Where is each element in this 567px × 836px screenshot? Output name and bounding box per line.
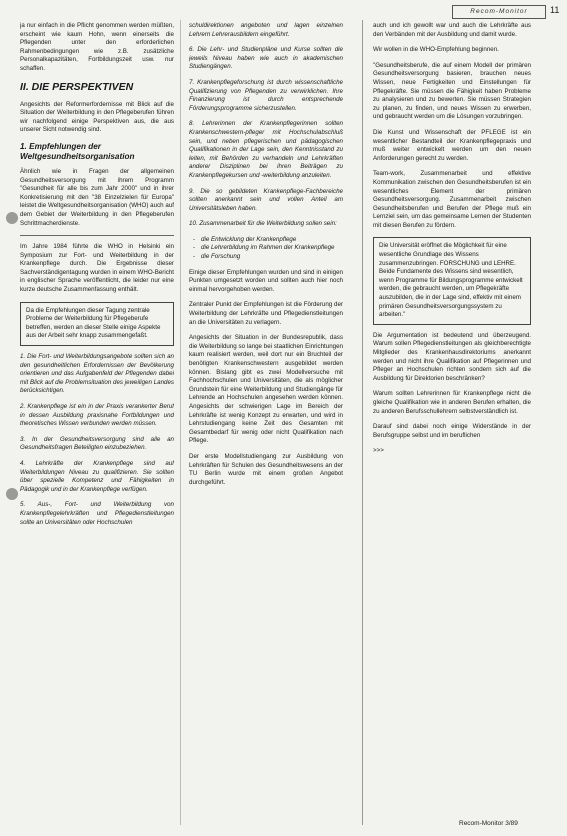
list-item: - die Entwicklung der Krankenpflege bbox=[201, 236, 343, 245]
subsection-title-line-1: 1. Empfehlungen der bbox=[20, 141, 101, 151]
paragraph: "Gesundheitsberufe, die auf einem Modell der primären Gesundheitsversorgung basieren, brauchen neues Wissen, neue Fertigkeiten und Einstellungen für Pflegekräfte. Sie müssen die Fähigkeit haben Probleme zu analysieren und zu bewerten. Sie müssen Strategien zu planen, zu finden, und neues Wissen zu erwerben, und gebraucht werden um die Lösungen vorzubringen. bbox=[373, 61, 531, 121]
recommendation-item: schuldirektionen angeboten und lagen einzelnen Lehrern Lehrerausbildern eingeführt. bbox=[189, 22, 343, 38]
punch-hole-bottom bbox=[6, 488, 18, 500]
header-logo: Recom-Monitor bbox=[452, 5, 546, 19]
column-right bbox=[373, 22, 531, 463]
column-divider-1 bbox=[180, 20, 181, 825]
list-item: - die Lehrerbildung im Rahmen der Krankenpflege bbox=[201, 244, 343, 253]
divider bbox=[20, 235, 174, 236]
boxed-note bbox=[20, 302, 174, 346]
page-number: 11 bbox=[550, 5, 560, 15]
paragraph: auch und ich gewollt war und auch die Lehrkräfte aus den Verbänden mit der Ausbildung und damit wurde. bbox=[373, 22, 531, 38]
recommendation-item: 2. Krankenpflege ist ein in der Praxis verankerter Beruf in dessen Ausbildung praxisnahe Fortbildungen und theoretisches Wissen verbunden werden müssen. bbox=[20, 403, 174, 428]
column-middle bbox=[189, 22, 343, 494]
paragraph: Angesichts der Situation in der Bundesrepublik, dass die Weiterbildung so lange bei staatlichen Einrichtungen kaum realisiert werden, weil dort nur ein Bruchteil der benötigten Krankenschwestern ausgebildet werden können. Bislang gibt es zwei Modellversuche mit Fachhochschulen und Universitäten, die als möglicher Grundstein für eine Weiterbildung und Studiengänge für Lehrende an Hochschulen angesehen werden können. Angesichts der schwierigen Lage im Bereich der Lehrkräfte ist wenig Konzept zu erwarten, und wird in Lehrstudiengang keine Zeit des Gesamten mit Gesamtbedarf für wenig oder nicht Qualifikation nach Pflege. bbox=[189, 334, 343, 445]
paragraph: Die Kunst und Wissenschaft der PFLEGE ist ein wesentlicher Bestandteil der Krankenpflegepraxis und muß weiter entwickelt werden um den neuen Anforderungen gerecht zu werden. bbox=[373, 128, 531, 162]
paragraph: Die Argumentation ist bedeutend und überzeugend. Warum sollen Pflegedienstleitungen als gleichberechtigte Mitglieder des Krankenhausdirektoriums anerkannt werden und nicht ihre Qualifikation auf Pflegerinnen und Pfleger an Hochschulen richten sondern sich auf die Ausbildung für Direktorien beschränken? bbox=[373, 331, 531, 382]
paragraph: Wir wollen in die WHO-Empfehlung beginnen. bbox=[373, 46, 499, 54]
paragraph: Im Jahre 1984 führte die WHO in Helsinki ein Symposium zur Fort- und Weiterbildung in der Krankenpflege durch. Die Ergebnisse dieser Sachverständigentagung wurden in einem WHO-Bericht in englischer Sprache veröffentlicht, die leider nur eine kurze deutsche Zusammenfassung enthält. bbox=[20, 243, 174, 294]
list-item: - die Forschung bbox=[201, 253, 343, 262]
column-divider-2 bbox=[362, 20, 363, 825]
paragraph: Zentraler Punkt der Empfehlungen ist die Förderung der Weiterbildung der Lehrkräfte und Pflegedienstleitungen an die Universitäten zu verlagern. bbox=[189, 301, 343, 326]
paragraph: ja nur einfach in die Pflicht genommen werden müßten, erscheint wie kaum Hohn, wenn einerseits die Pflegenden unter den erforderlichen Rahmenbedingungen wie z.B. zusätzliche Personalkapazitäten, Fortbildungszeit usw. nur schaffen. bbox=[20, 22, 174, 72]
recommendation-item: 7. Krankenpflegeforschung ist durch wissenschaftliche Qualifizierung von Pflegenden zu verwirklichen. Ihre Finanzierung ist durch entsprechende Förderungsprogramme sicherzustellen. bbox=[189, 78, 343, 112]
recommendation-item: 6. Die Lehr- und Studienpläne und Kurse sollten die jeweils Niveau haben wie auch in akademischen Studiengängen. bbox=[189, 46, 343, 71]
recommendation-list bbox=[189, 236, 343, 262]
boxed-quote bbox=[373, 237, 531, 324]
subsection-title bbox=[20, 142, 174, 162]
subsection-title-line-2: Weltgesundheitsorganisation bbox=[20, 151, 135, 161]
recommendation-item: 1. Die Fort- und Weiterbildungsangebote sollten sich an den gesundheitlichen Erfordernissen der Bevölkerung orientieren und das Aufgabenfeld der Pflegenden dabei mit Blick auf die Problemsituation des jeweiligen Landes berücksichtigen. bbox=[20, 353, 174, 395]
recommendation-item: 9. Die so gebildeten Krankenpflege-Fachbereiche sollten anerkannt sein und vollen Anteil am Universitätsleben haben. bbox=[189, 187, 343, 212]
footer-text: Recom-Monitor 3/89 bbox=[459, 820, 518, 827]
boxed-quote-text: Die Universität eröffnet die Möglichkeit für eine wesentliche Grundlage des Wissens zusammenzubringen. FORSCHUNG und LEHRE. Beide Fundamente des Wissens sind wesentlich, wenn Programme für Bildungsprogramme entwickelt werden, die gebraucht werden, um Pflegekräfte auszubilden, die in der Lage sind, effektiv mit einem primären Gesundheitsversorgungssystem zu arbeiten." bbox=[379, 242, 523, 319]
recommendation-item: 8. Lehrerinnen der Krankenpflegerinnen sollten Krankenschwestern-pfleger mit Hochschulabschluß sein, und neben pflegerischen und pädagogischen Qualifikationen in der Lage sein, den Kenntnisstand zu leiten, mit Behörden zu verhandeln und Lehrkräften anderer Disziplinen bei ihren Beiträgen zu Krankenpflegekursen und -weiterbildung anzuleiten. bbox=[189, 120, 343, 179]
paragraph: Ähnlich wie in Fragen der allgemeinen Gesundheitsversorgung mit ihrem Programm "Gesundheit für alle bis zum Jahr 2000" und in ihrer Konkretisierung mit den "38 Einzelzielen für Europa" leistet die Weltgesundheitsorganisation (WHO) auch auf dem Gebiet der Weiterbildung in den Pflegeberufen Schrittmacherdienste. bbox=[20, 167, 174, 227]
paragraph: Warum sollten Lehrerinnen für Krankenpflege nicht die gleiche Qualifikation wie in anderen Berufen erhalten, die zu anderen Berufsschullehrern selbstverständlich ist. bbox=[373, 390, 531, 415]
boxed-note-text: Da die Empfehlungen dieser Tagung zentrale Probleme der Weiterbildung für Pflegeberufe betreffen, werden an dieser Stelle einige Aspekte aus der Arbeit sehr knapp zusammengefaßt. bbox=[26, 306, 161, 340]
punch-hole-top bbox=[6, 212, 18, 224]
recommendation-item: 4. Lehrkräfte der Krankenpflege sind auf Weiterbildungen Niveau zu qualifizieren. Sie sollten über spezielle Kompetenz und Fähigkeiten in Pädagogik und in der Krankenpflege verfügen. bbox=[20, 459, 174, 493]
recommendation-item: 5. Aus-, Fort- und Weiterbildung von Krankenpflegelehrkräften und Pflegedienstleitungen sollte an Universitäten oder Hochschulen bbox=[20, 501, 174, 526]
recommendation-item: 3. In der Gesundheitsversorgung sind alle an Gesundheitsfragen Beteiligten einzubeziehen. bbox=[20, 435, 174, 452]
continued-arrows: >>> bbox=[373, 447, 384, 455]
paragraph: Team-work, Zusammenarbeit und effektive Kommunikation zwischen den Gesundheitsberufen ist ein wesentliches Element der primären Gesundheitsversorgung. Zusammenarbeit zwischen Gesundheitsberufen und Berufen der Pflege muß ein Lernziel sein, um das gemeinsame Lernen der Studenten mit diesen Berufen zu fördern. bbox=[373, 170, 531, 229]
paragraph: Einige dieser Empfehlungen wurden und sind in einigen Punkten umgesetzt worden und sollten auch hier noch einmal hervorgehoben werden. bbox=[189, 268, 343, 293]
section-title: II. DIE PERSPEKTIVEN bbox=[20, 80, 134, 93]
recommendation-item: 10. Zusammenarbeit für die Weiterbildung sollen sein: bbox=[189, 220, 337, 228]
paragraph: Der erste Modellstudiengang zur Ausbildung von Lehrkräften für Schulen des Gesundheitswesens an der TU Berlin wurde mit einem großen Angebot durchgeführt. bbox=[189, 452, 343, 486]
paragraph: Angesichts der Reformerfordernisse mit Blick auf die Situation der Weiterbildung in den Pflegeberufen führen wir nachfolgend einige Perspektiven aus, die aus unserer Sicht notwendig sind. bbox=[20, 100, 174, 134]
paragraph: Darauf sind dabei noch einige Widerstände in der Berufsgruppe selbst und im beruflichen bbox=[373, 423, 531, 439]
column-left bbox=[20, 22, 174, 534]
